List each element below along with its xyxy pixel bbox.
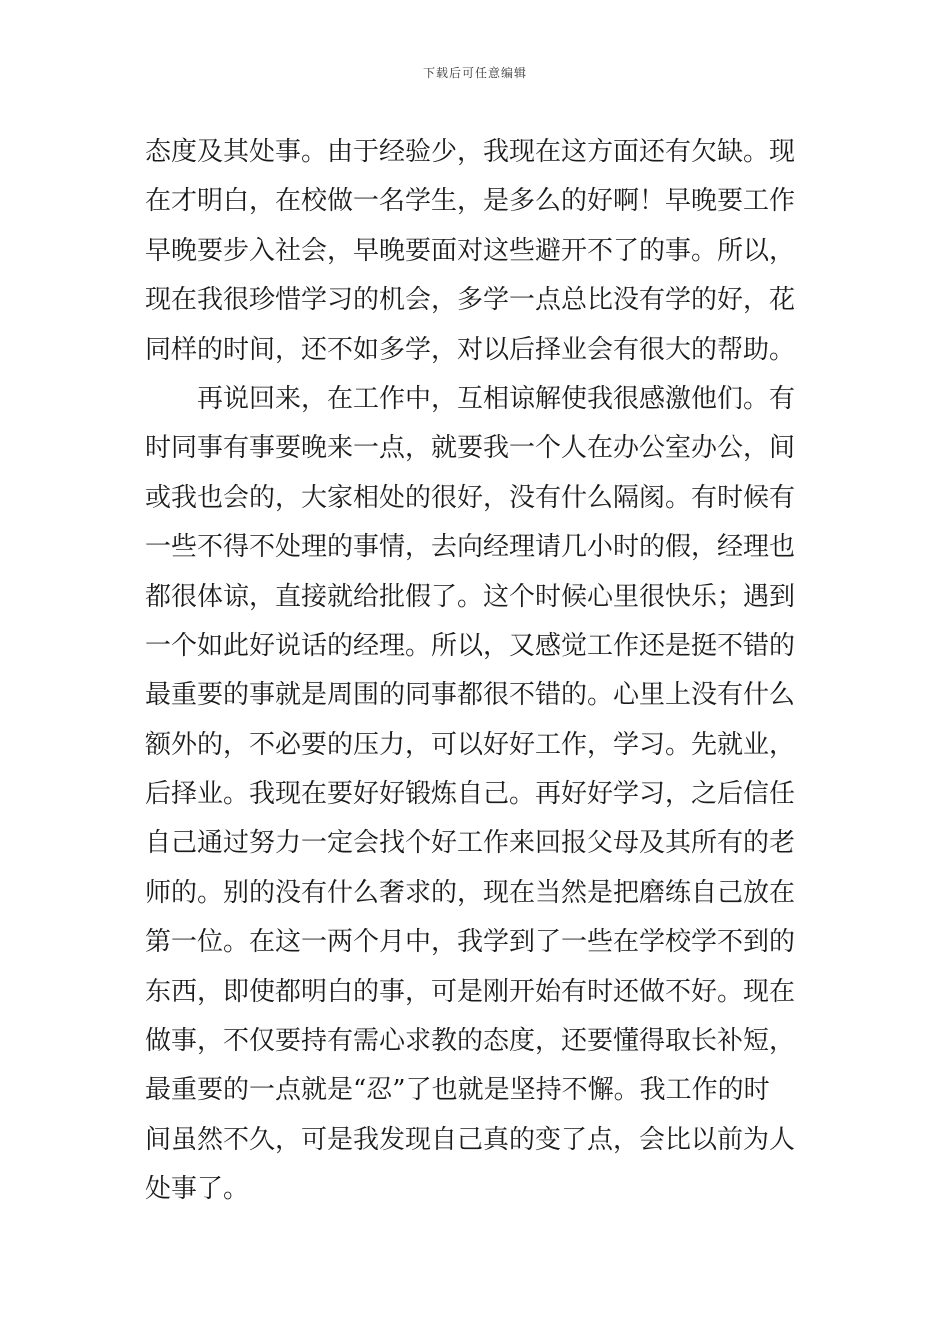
text-line: 间虽然不久，可是我发现自己真的变了点，会比以前为人 xyxy=(145,1124,796,1155)
text-line: 早晚要步入社会，早晚要面对这些避开不了的事。所以， xyxy=(145,235,796,266)
text-line: 态度及其处事。由于经验少，我现在这方面还有欠缺。现 xyxy=(145,137,796,167)
text-line: 最重要的事就是周围的同事都很不错的。心里上没有什么 xyxy=(145,680,796,711)
text-line: 现在我很珍惜学习的机会，多学一点总比没有学的好，花 xyxy=(145,285,796,316)
text-line: 再说回来，在工作中，互相谅解使我很感激他们。有 xyxy=(145,383,796,414)
text-line: 额外的，不必要的压力，可以好好工作，学习。先就业， xyxy=(145,729,796,760)
text-line: 东西，即使都明白的事，可是刚开始有时还做不好。现在 xyxy=(145,976,796,1007)
text-line: 一些不得不处理的事情，去向经理请几小时的假，经理也 xyxy=(145,532,796,563)
page-header: 下载后可任意编辑 xyxy=(422,66,527,80)
text-line: 最重要的一点就是“忍”了也就是坚持不懈。我工作的时 xyxy=(145,1075,770,1106)
body-text xyxy=(145,128,810,1215)
text-line: 做事，不仅要持有需心求教的态度，还要懂得取长补短， xyxy=(145,1026,796,1057)
text-line: 处事了。 xyxy=(145,1174,250,1205)
text-line: 第一位。在这一两个月中，我学到了一些在学校学不到的 xyxy=(145,927,796,958)
text-line: 同样的时间，还不如多学，对以后择业会有很大的帮助。 xyxy=(145,334,796,365)
text-line: 后择业。我现在要好好锻炼自己。再好好学习，之后信任 xyxy=(145,779,796,810)
text-line: 一个如此好说话的经理。所以，又感觉工作还是挺不错的 xyxy=(145,630,796,661)
text-line: 师的。别的没有什么奢求的，现在当然是把磨练自己放在 xyxy=(145,877,796,908)
text-line: 都很体谅，直接就给批假了。这个时候心里很快乐；遇到 xyxy=(145,581,796,612)
text-line: 或我也会的，大家相处的很好，没有什么隔阂。有时候有 xyxy=(145,482,796,513)
text-line: 自己通过努力一定会找个好工作来回报父母及其所有的老 xyxy=(145,828,796,859)
text-line: 在才明白，在校做一名学生，是多么的好啊！早晚要工作 xyxy=(145,186,796,217)
text-line: 时同事有事要晚来一点，就要我一个人在办公室办公，间 xyxy=(145,433,796,464)
